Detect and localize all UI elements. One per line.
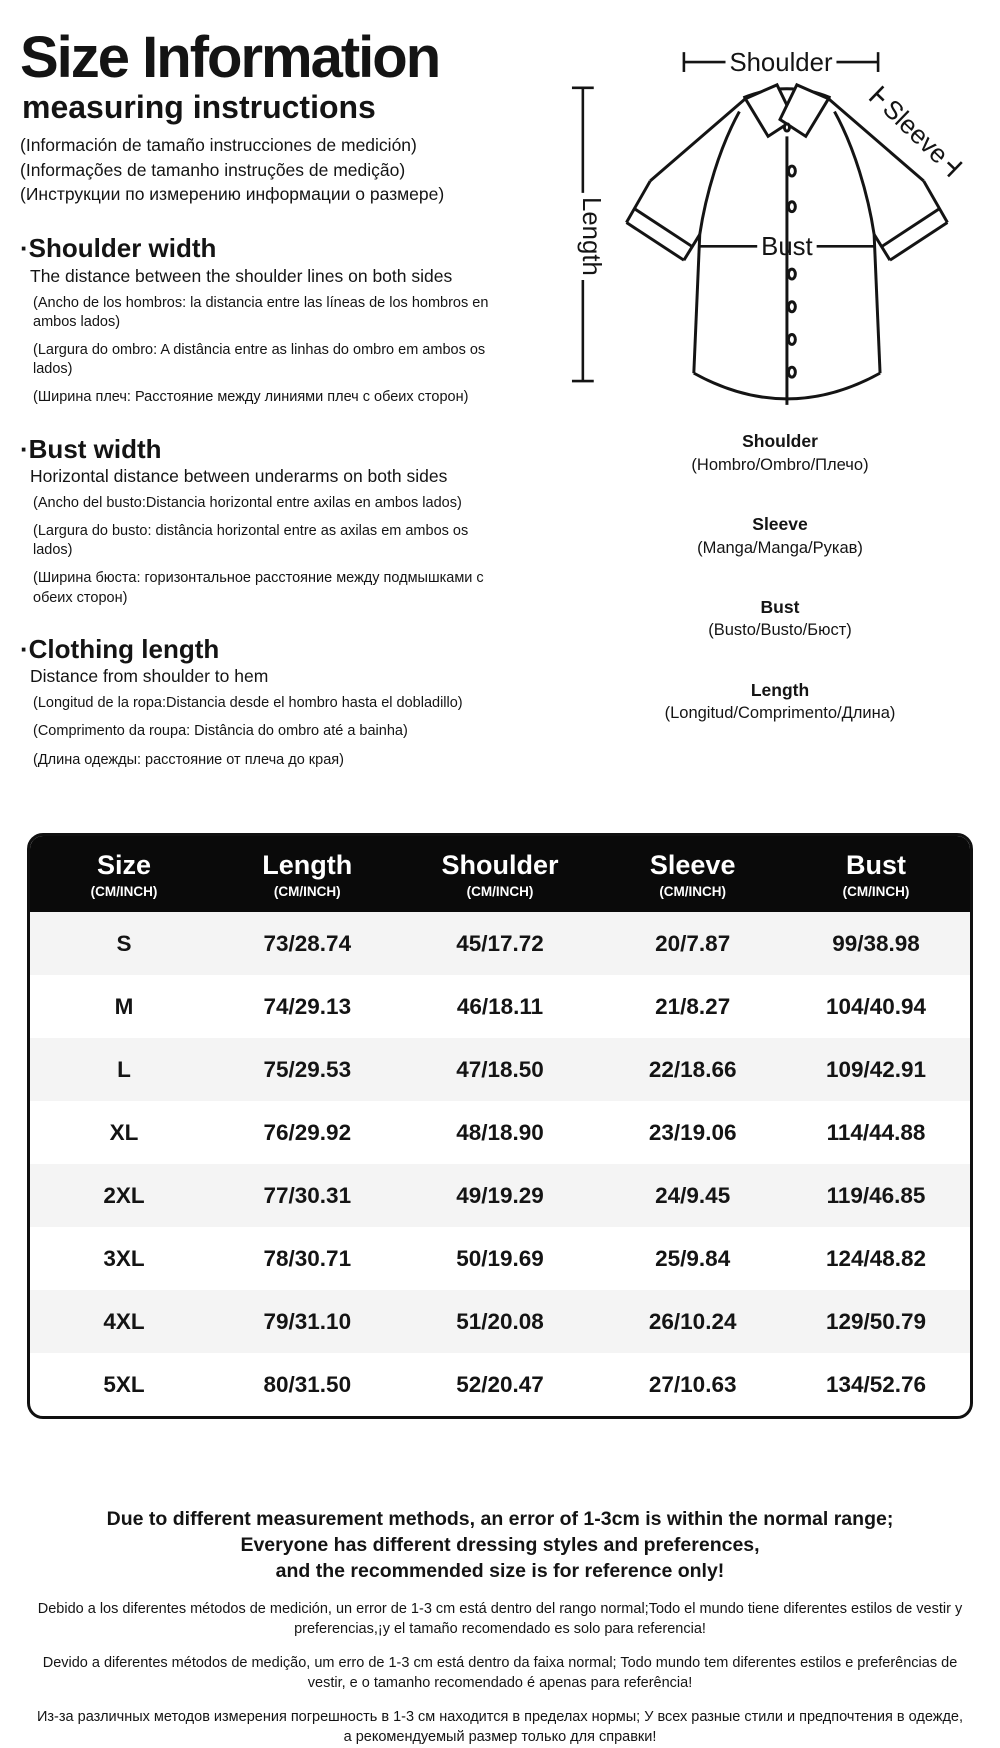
table-row [30,1038,970,1101]
legend-translation: (Manga/Manga/Рукав) [697,538,863,557]
subtitle-translations [20,133,568,208]
size-cell: 4XL [103,1308,145,1334]
shoulder-cell: 47/18.50 [456,1056,544,1082]
column-label: Sleeve [649,849,736,880]
legend-item-bust [665,596,896,642]
section-translations [20,294,568,408]
section-translation-pt: (Largura do busto: distância horizontal entre as axilas em ambos os lados) [33,523,469,559]
length-cell: 79/31.10 [263,1308,352,1334]
shoulder-cell: 45/17.72 [456,930,544,956]
button-icon [788,202,795,212]
section-clothing-length [20,635,568,770]
length-cell: 76/29.92 [263,1119,352,1145]
shoulder-cell: 51/20.08 [456,1308,544,1334]
page-subtitle: measuring instructions [22,89,376,126]
table-row [30,1353,970,1416]
length-cell: 77/30.31 [263,1182,352,1208]
bust-cell: 134/52.76 [825,1371,927,1397]
sleeve-cell: 24/9.45 [655,1182,731,1208]
section-translations [20,694,568,769]
size-cell: 2XL [103,1182,145,1208]
legend-term: Length [750,679,810,700]
legend-term: Bust [760,596,800,617]
table-row [30,1227,970,1290]
column-unit: (CM/INCH) [273,884,341,900]
notice-line: Due to different measurement methods, an error of 1-3cm is within the normal range; [106,1508,894,1531]
sleeve-cell: 23/19.06 [648,1119,737,1145]
button-icon [788,166,795,176]
column-header-bust [782,836,970,913]
notice-english [0,1507,1000,1585]
legend-translation: (Busto/Busto/Бюст) [708,621,852,640]
shoulder-cell: 49/19.29 [456,1182,544,1208]
section-translation-es: (Ancho del busto:Distancia horizontal entre axilas en ambos lados) [33,495,462,512]
length-cell: 73/28.74 [263,930,352,956]
size-cell: 3XL [103,1245,145,1271]
size-cell: S [116,930,132,956]
table-row [30,1101,970,1164]
subtitle-translation-es: (Información de tamaño instrucciones de medición) [20,134,417,155]
shoulder-measure [684,49,878,77]
button-icon [788,269,795,279]
column-header-length [218,836,397,913]
footer-notice [0,1507,1000,1747]
table-header-row [30,836,970,913]
bust-cell: 114/44.88 [826,1119,926,1145]
column-label: Shoulder [441,849,559,880]
section-translation-pt: (Largura do ombro: A distância entre as linhas do ombro em ambos os lados) [33,342,486,378]
shoulder-cell: 52/20.47 [456,1371,544,1397]
section-shoulder-width [20,234,568,407]
legend-item-length [665,679,896,725]
shoulder-label: Shoulder [729,48,833,77]
notice-line: and the recommended size is for reference only! [275,1560,725,1583]
legend-term: Shoulder [742,431,818,451]
bust-cell: 99/38.98 [832,930,920,956]
notice-translations [0,1600,1000,1747]
section-description: Distance from shoulder to hem [30,666,269,687]
sleeve-label: Sleeve [877,94,954,170]
length-label: Length [576,197,605,276]
sleeve-cell: 22/18.66 [648,1056,737,1082]
button-icon [788,334,795,344]
bust-cell: 129/50.79 [825,1308,927,1334]
page-title: Size Information [20,25,440,90]
size-cell: L [117,1056,131,1082]
column-unit: (CM/INCH) [90,884,158,900]
column-header-size [30,836,218,913]
button-icon [784,124,789,131]
section-description: Horizontal distance between underarms on both sides [30,466,448,487]
column-unit: (CM/INCH) [466,884,534,900]
bust-measure [700,233,874,261]
section-translation-es: (Longitud de la ropa:Distancia desde el hombro hasta el dobladillo) [33,695,463,712]
bust-label: Bust [761,233,813,262]
column-label: Length [262,849,353,880]
column-unit: (CM/INCH) [659,884,727,900]
bust-cell: 119/46.85 [826,1182,926,1208]
length-cell: 78/30.71 [263,1245,352,1271]
length-cell: 74/29.13 [263,993,352,1019]
subtitle-translation-pt: (Informações de tamanho instruções de medição) [20,159,406,180]
subtitle-translation-ru: (Инструкции по измерению информации о размере) [20,184,445,205]
bust-cell: 109/42.91 [825,1056,927,1082]
column-header-sleeve [603,836,782,913]
shoulder-cell: 46/18.11 [456,993,544,1019]
sleeve-cell: 26/10.24 [648,1308,737,1334]
sleeve-cell: 20/7.87 [655,930,731,956]
legend-item-sleeve [665,513,896,559]
shoulder-cell: 50/19.69 [456,1245,544,1271]
section-title: ·Bust width [20,433,162,464]
button-icon [788,302,795,312]
section-translation-es: (Ancho de los hombros: la distancia entre las líneas de los hombros en ambos lados) [33,294,489,330]
notice-translation-es: Debido a los diferentes métodos de medición, un error de 1-3 cm está dentro del rango normal;Todo el mundo tiene diferentes estilos de vestir y preferencias,¡y el tamaño recomendado es solo para referencia! [37,1601,963,1637]
diagram-column [568,28,992,779]
measuring-instructions-column [20,25,568,779]
size-cell: M [114,993,134,1019]
sleeve-cell: 21/8.27 [655,993,731,1019]
notice-line: Everyone has different dressing styles and preferences, [240,1534,760,1557]
size-cell: 5XL [103,1371,145,1397]
section-translation-pt: (Comprimento da roupa: Distância do ombro até a bainha) [33,723,408,740]
column-header-shoulder [397,836,604,913]
diagram-legend [665,430,896,762]
length-cell: 80/31.50 [263,1371,352,1397]
length-cell: 75/29.53 [263,1056,352,1082]
legend-term: Sleeve [752,513,808,534]
column-label: Bust [845,849,906,880]
button-icon [788,367,795,377]
shirt-diagram [567,36,993,418]
column-unit: (CM/INCH) [842,884,910,900]
size-cell: XL [109,1119,139,1145]
legend-item-shoulder [665,430,896,476]
section-title: ·Shoulder width [20,233,217,264]
table-row [30,975,970,1038]
table-row [30,1290,970,1353]
section-description: The distance between the shoulder lines on both sides [30,265,453,286]
table-row [30,912,970,975]
section-title: ·Clothing length [20,633,220,664]
section-translation-ru: (Длина одежды: расстояние от плеча до края) [33,751,344,768]
section-translations [20,494,568,608]
notice-translation-pt: Devido a diferentes métodos de medição, um erro de 1-3 cm está dentro da faixa normal; Todo mundo tem diferentes estilos e preferências de vestir, e o tamanho recomendado é apenas para referência! [42,1655,958,1691]
bust-cell: 124/48.82 [825,1245,927,1271]
sleeve-measure [866,84,964,180]
section-translation-ru: (Ширина бюста: горизонтальное расстояние между подмышками с обеих сторон) [33,570,484,606]
top-section [0,0,1000,779]
bust-cell: 104/40.94 [825,993,927,1019]
sleeve-cell: 27/10.63 [648,1371,737,1397]
size-table [27,833,973,1420]
section-translation-ru: (Ширина плеч: Расстояние между линиями плеч с обеих сторон) [33,389,469,406]
notice-translation-ru: Из-за различных методов измерения погрешность в 1-3 см находится в пределах нормы; У всех разные стили и предпочтения в одежде, а рекомендуемый размер только для справки! [36,1709,963,1745]
legend-translation: (Longitud/Comprimento/Длина) [664,704,896,723]
legend-translation: (Hombro/Ombro/Плечо) [691,455,869,474]
column-label: Size [96,849,152,880]
length-measure [572,88,605,381]
shoulder-cell: 48/18.90 [456,1119,544,1145]
section-bust-width [20,435,568,608]
sleeve-cell: 25/9.84 [655,1245,731,1271]
table-row [30,1164,970,1227]
